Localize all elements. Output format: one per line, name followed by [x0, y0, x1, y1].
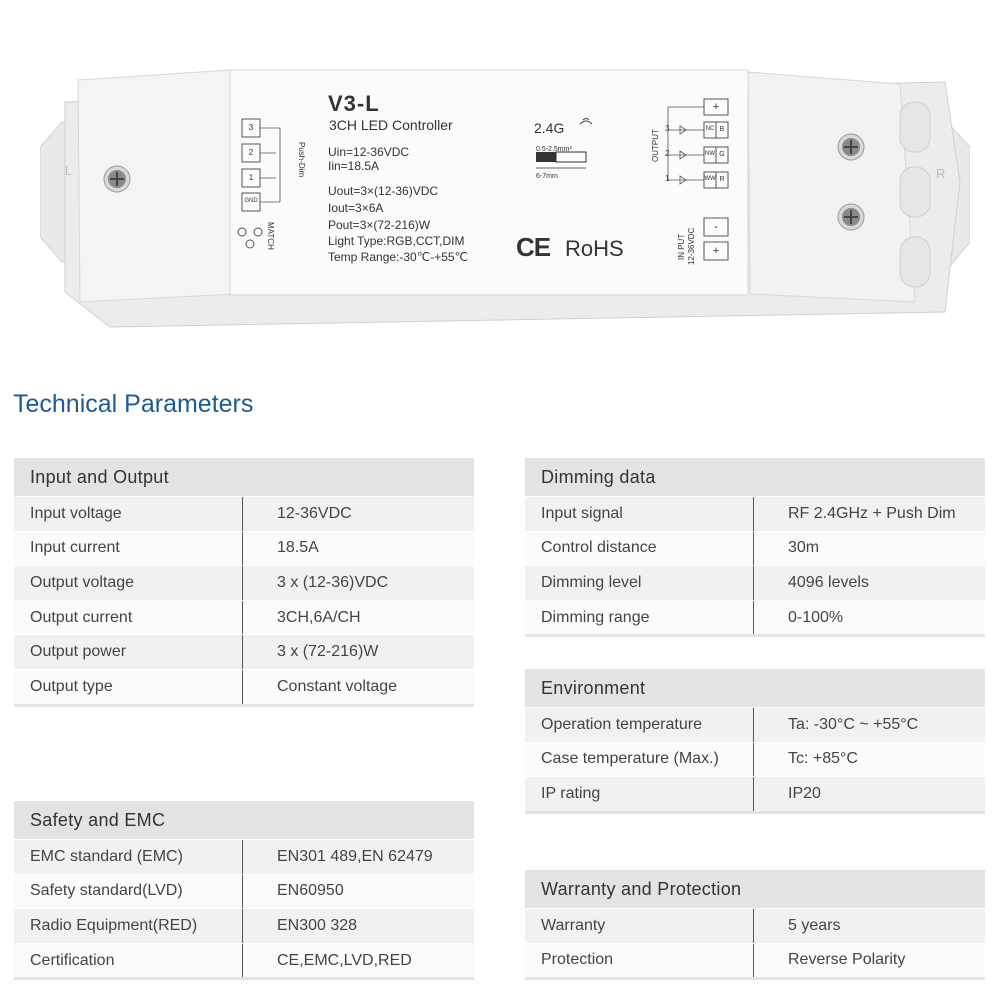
row-key: Warranty: [525, 909, 754, 943]
table-row: [14, 600, 474, 635]
ce-mark: CE: [516, 232, 551, 262]
row-key: Dimming range: [525, 601, 754, 635]
row-value: Reverse Polarity: [788, 951, 906, 969]
row-value: 18.5A: [277, 539, 319, 557]
row-value: 4096 levels: [788, 573, 869, 591]
screw-left: [104, 166, 130, 192]
table-divider: [525, 977, 985, 980]
row-key: Output power: [14, 635, 243, 669]
table-title: Safety and EMC: [14, 801, 474, 839]
spec-line: Pout=3×(72-216)W: [328, 218, 431, 232]
table-row: [14, 839, 474, 874]
row-key: Certification: [14, 944, 243, 978]
row-value: 3CH,6A/CH: [277, 608, 361, 626]
terminal-label: NW: [705, 151, 715, 157]
product-subtitle: 3CH LED Controller: [329, 117, 453, 133]
row-value: EN301 489,EN 62479: [277, 847, 433, 865]
row-value: CE,EMC,LVD,RED: [277, 951, 412, 969]
spec-line: Uout=3×(12-36)VDC: [328, 184, 439, 198]
table-row: [525, 943, 985, 978]
row-key: EMC standard (EMC): [14, 840, 243, 874]
screw-right-bottom: [838, 204, 864, 230]
row-key: Output voltage: [14, 566, 243, 600]
wire-gauge-label: 0.5-2.5mm²: [536, 146, 572, 153]
table-divider: [525, 811, 985, 814]
frequency-label: 2.4G: [534, 120, 565, 136]
row-key: IP rating: [525, 777, 754, 811]
side-right-label: R: [936, 166, 946, 181]
row-value: 5 years: [788, 916, 841, 934]
terminal-label: WW: [704, 176, 716, 182]
push-dim-label: Push-Dim: [297, 142, 306, 178]
channel-label: 1: [665, 174, 670, 183]
row-key: Operation temperature: [525, 708, 754, 742]
section-heading: Technical Parameters: [13, 390, 254, 418]
table-row: [14, 874, 474, 909]
table-title: Warranty and Protection: [525, 870, 985, 908]
screw-right-top: [838, 134, 864, 160]
rohs-mark: RoHS: [565, 236, 624, 261]
row-value: Ta: -30°C ~ +55°C: [788, 715, 919, 733]
button-label: 2: [248, 148, 254, 157]
terminal-label: B: [719, 126, 725, 133]
row-key: Input voltage: [14, 497, 243, 531]
row-value: 30m: [788, 539, 820, 557]
terminal-label: R: [719, 176, 725, 183]
table-row: [525, 908, 985, 943]
product-model: V3-L: [328, 91, 380, 116]
spec-line: Uin=12-36VDC: [328, 145, 410, 159]
terminal-label: -: [714, 221, 718, 233]
input-voltage-label: 12-36VDC: [687, 227, 696, 265]
table-row: [14, 943, 474, 978]
environment-table: [525, 669, 985, 814]
match-label: MATCH: [266, 222, 275, 250]
channel-label: 2: [665, 149, 670, 158]
table-row: [14, 908, 474, 943]
row-key: Output type: [14, 670, 243, 704]
side-left-label: L: [65, 164, 72, 178]
table-divider: [14, 977, 474, 980]
terminal-label: +: [712, 245, 720, 257]
output-label: OUTPUT: [651, 129, 660, 162]
table-title: Dimming data: [525, 458, 985, 496]
row-value: EN300 328: [277, 916, 358, 934]
table-row: [14, 531, 474, 566]
row-value: 12-36VDC: [277, 504, 352, 522]
row-value: 3 x (72-216)W: [277, 643, 379, 661]
row-value: RF 2.4GHz + Push Dim: [788, 504, 956, 522]
warranty-table: [525, 870, 985, 980]
row-key: Protection: [525, 944, 754, 978]
spec-line: Iout=3×6A: [328, 201, 384, 215]
table-row: [14, 565, 474, 600]
button-label: GND: [244, 198, 258, 204]
row-key: Control distance: [525, 532, 754, 566]
row-key: Input signal: [525, 497, 754, 531]
table-row: [525, 600, 985, 635]
spec-line: Iin=18.5A: [328, 159, 380, 173]
channel-label: 3: [665, 124, 670, 133]
input-label: IN PUT: [677, 233, 686, 260]
table-row: [14, 634, 474, 669]
button-label: 3: [248, 123, 254, 132]
table-row: [525, 776, 985, 811]
dimming-table: [525, 458, 985, 637]
table-divider: [525, 634, 985, 637]
row-key: Input current: [14, 532, 243, 566]
row-value: IP20: [788, 784, 821, 802]
row-value: 0-100%: [788, 608, 844, 626]
row-value: Tc: +85°C: [788, 750, 858, 768]
terminal-label: G: [719, 151, 725, 158]
button-label: 1: [248, 173, 254, 182]
table-row: [525, 707, 985, 742]
row-key: Radio Equipment(RED): [14, 909, 243, 943]
table-title: Input and Output: [14, 458, 474, 496]
table-row: [525, 565, 985, 600]
terminal-label: NC: [705, 126, 715, 132]
table-divider: [14, 704, 474, 707]
row-key: Safety standard(LVD): [14, 875, 243, 909]
input-output-table: [14, 458, 474, 707]
controller-housing: [40, 62, 970, 337]
row-value: Constant voltage: [277, 677, 398, 695]
table-row: [525, 496, 985, 531]
row-key: Case temperature (Max.): [525, 743, 754, 777]
product-image: [40, 62, 970, 337]
row-value: 3 x (12-36)VDC: [277, 573, 389, 591]
table-row: [14, 496, 474, 531]
table-row: [525, 531, 985, 566]
terminal-label: +: [712, 101, 720, 113]
table-row: [525, 742, 985, 777]
table-title: Environment: [525, 669, 985, 707]
row-value: EN60950: [277, 882, 344, 900]
table-row: [14, 669, 474, 704]
row-key: Output current: [14, 601, 243, 635]
spec-line: Light Type:RGB,CCT,DIM: [328, 234, 465, 248]
spec-line: Temp Range:-30℃-+55℃: [328, 250, 469, 264]
safety-emc-table: [14, 801, 474, 980]
strip-length-label: 6-7mm: [536, 173, 558, 180]
row-key: Dimming level: [525, 566, 754, 600]
